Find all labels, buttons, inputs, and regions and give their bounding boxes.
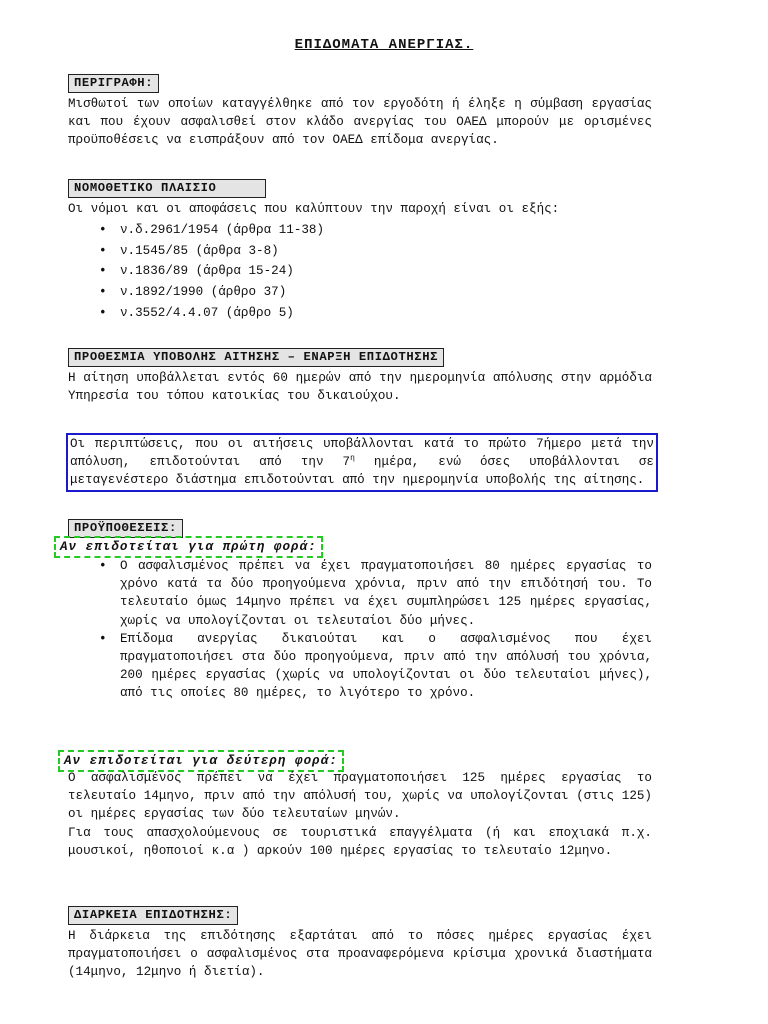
section-legal xyxy=(68,179,652,323)
second-time-text-1: Ο ασφαλισμένος πρέπει να έχει πραγματοποιήσει 125 ημέρες εργασίας το τελευταίο 14μηνο, πριν από την απόλυσή του, χωρίς να υπολογίζονται (στις 125) οι ημέρες εργασίας των δύο τελευταίων μηνών. xyxy=(68,771,652,822)
second-time-conditions xyxy=(68,769,652,860)
duration-text: Η διάρκεια της επιδότησης εξαρτάται από το πόσες ημέρες εργασίας έχει πραγματοποιήσει ο ασφαλισμένος στα προαναφερόμενα κρίσιμα χρονικά διαστήματα (14μηνο, 12μηνο ή διετία). xyxy=(68,929,652,980)
section-description xyxy=(68,74,652,150)
list-item: • ν.1892/1990 (άρθρο 37) xyxy=(120,282,652,303)
section-header-deadline: ΠΡΟΘΕΣΜΙΑ ΥΠΟΒΟΛΗΣ ΑΙΤΗΣΗΣ – ΕΝΑΡΞΗ ΕΠΙΔΟΤΗΣΗΣ xyxy=(68,348,444,367)
list-item: • Ο ασφαλισμένος πρέπει να έχει πραγματοποιήσει 80 ημέρες εργασίας το χρόνο κατά τα δύο προηγούμενα χρόνια, πριν από την επιδότησή του. Το τελευταίο όμως 14μηνο πρέπει να έχει συμπληρώσει 125 ημέρες εργασίας, χωρίς να υπολογίζονται οι τελευταίοι δύο μήνες. xyxy=(120,557,652,630)
section-header-duration: ΔΙΑΡΚΕΙΑ ΕΠΙΔΟΤΗΣΗΣ: xyxy=(68,906,238,925)
second-time-text-2: Για τους απασχολούμενους σε τουριστικά επαγγέλματα (ή και εποχιακά π.χ. μουσικοί, ηθοποιοί κ.α ) αρκούν 100 ημέρες εργασίας το τελευταίο 12μηνο. xyxy=(68,825,652,858)
list-item: • Επίδομα ανεργίας δικαιούται και ο ασφαλισμένος που έχει πραγματοποιήσει στα δύο προηγούμενα, πριν από την απόλυσή του χρόνια, 200 ημέρες εργασίας (χωρίς να υπολογίζονται οι δύο τελευταίοι μήνες), από τις οποίες 80 ημέρες, το λιγότερο το χρόνο. xyxy=(120,630,652,703)
description-text: Μισθωτοί των οποίων καταγγέλθηκε από τον εργοδότη ή έληξε η σύμβαση εργασίας και που έχουν ασφαλισθεί στον κλάδο ανεργίας του ΟΑΕΔ μπορούν με ορισμένες προϋποθέσεις να εισπράξουν από τον ΟΑΕΔ επίδομα ανεργίας. xyxy=(68,97,652,148)
first-time-label-wrap xyxy=(54,536,638,558)
list-item: • ν.δ.2961/1954 (άρθρα 11-38) xyxy=(120,220,652,241)
first-time-list xyxy=(68,557,652,703)
list-item: • ν.1836/89 (άρθρα 15-24) xyxy=(120,261,652,282)
first-time-label: Αν επιδοτείται για πρώτη φορά: xyxy=(54,536,323,558)
section-duration xyxy=(68,906,652,982)
deadline-notice-box xyxy=(66,433,658,492)
section-header-legal: ΝΟΜΟΘΕΤΙΚΟ ΠΛΑΙΣΙΟ xyxy=(68,179,266,198)
second-time-label: Αν επιδοτείται για δεύτερη φορά: xyxy=(58,750,344,772)
page-title: ΕΠΙΔΟΜΑΤΑ ΑΝΕΡΓΙΑΣ. xyxy=(294,37,474,53)
deadline-notice-text: Οι περιπτώσεις, που οι αιτήσεις υποβάλλονται κατά το πρώτο 7ήμερο μετά την απόλυση, επιδοτούνται από την $7^\eta$ ημέρα, ενώ όσες υποβάλλονται σε μεταγενέστερο διάστημα επιδοτούνται από την ημερομηνία υποβολής της αίτησης. xyxy=(70,437,654,488)
list-item: • ν.1545/85 (άρθρα 3-8) xyxy=(120,241,652,262)
section-deadline xyxy=(68,348,652,405)
section-header-description: ΠΕΡΙΓΡΑΦΗ: xyxy=(68,74,159,93)
legal-list xyxy=(68,220,652,323)
section-header-conditions: ΠΡΟΫΠΟΘΕΣΕΙΣ: xyxy=(68,519,183,538)
legal-intro: Οι νόμοι και οι αποφάσεις που καλύπτουν την παροχή είναι οι εξής: xyxy=(68,202,560,216)
list-item: • ν.3552/4.4.07 (άρθρο 5) xyxy=(120,303,652,324)
deadline-text: Η αίτηση υποβάλλεται εντός 60 ημερών από την ημερομηνία απόλυσης στην αρμόδια Υπηρεσία του τόπου κατοικίας του δικαιούχου. xyxy=(68,371,652,404)
first-time-conditions xyxy=(68,557,652,703)
